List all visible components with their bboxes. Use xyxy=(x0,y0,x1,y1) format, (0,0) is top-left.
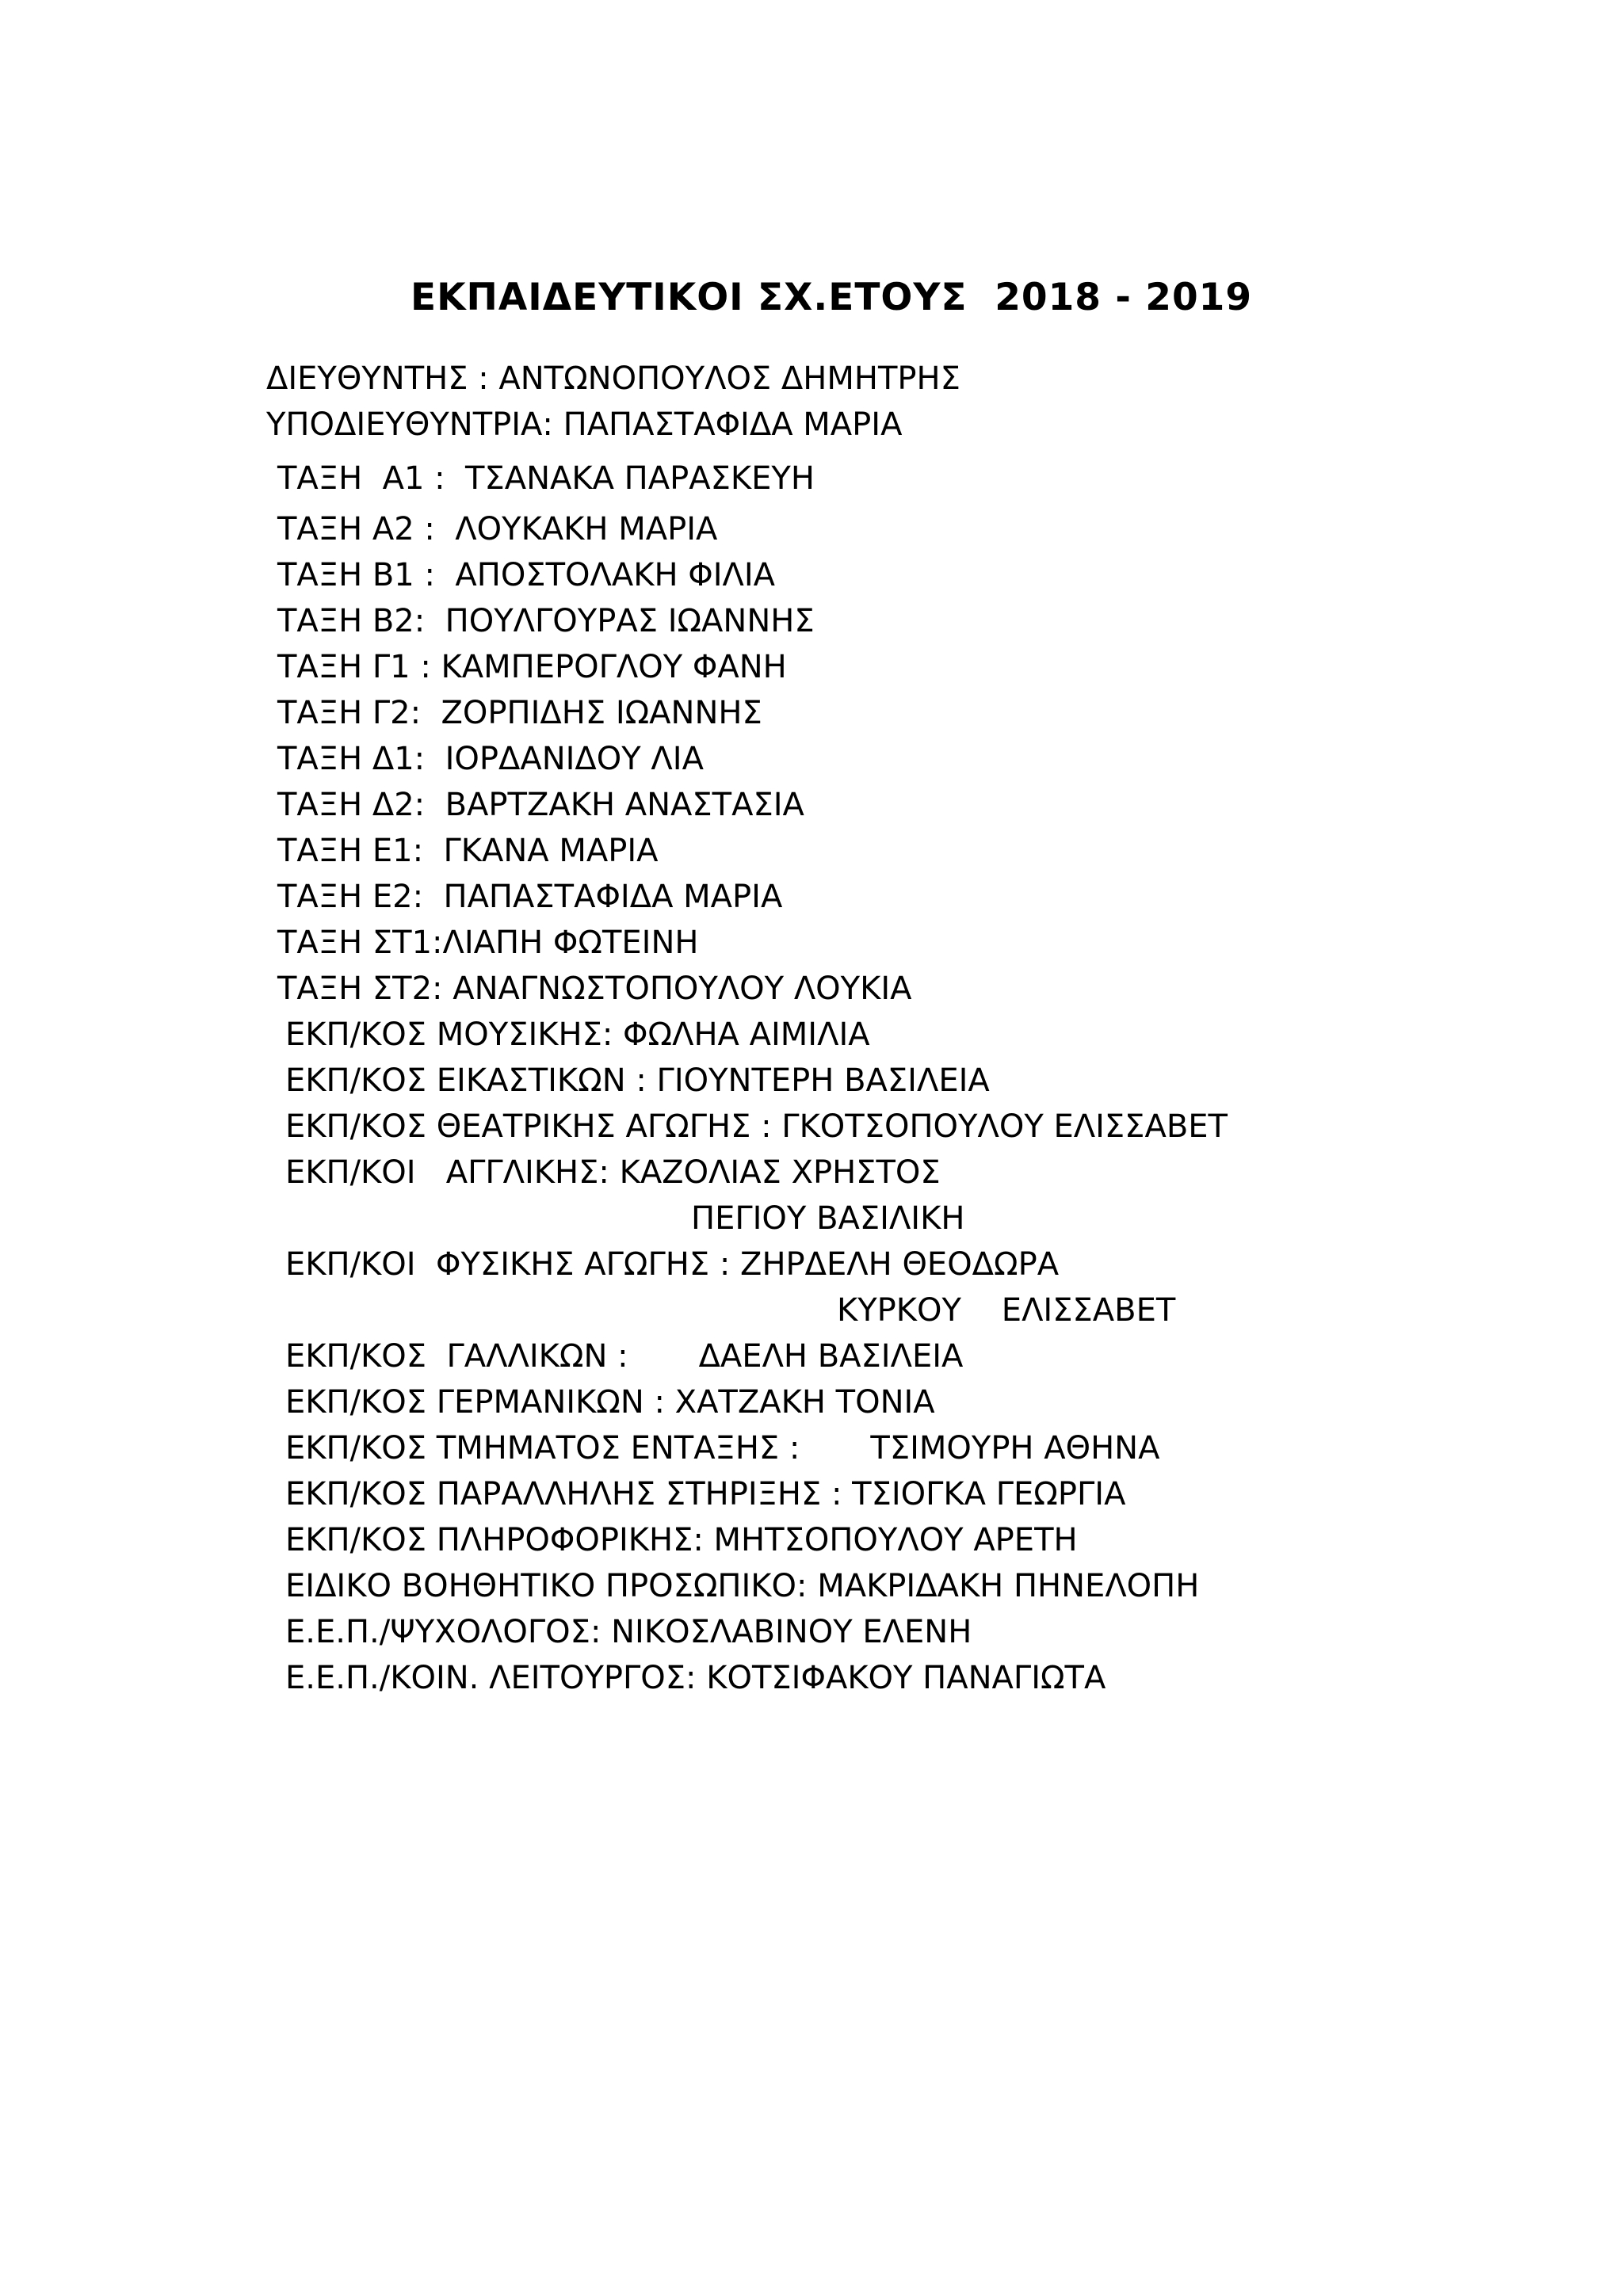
staff-line: ΕΚΠ/ΚΟΣ ΓΑΛΛΙΚΩΝ : ΔΑΕΛΗ ΒΑΣΙΛΕΙΑ xyxy=(285,1338,964,1375)
staff-line: ΤΑΞΗ Ε1: ΓΚΑΝΑ ΜΑΡΙΑ xyxy=(277,833,659,869)
staff-line: ΕΚΠ/ΚΟΣ ΜΟΥΣΙΚΗΣ: ΦΩΛΗΑ ΑΙΜΙΛΙΑ xyxy=(285,1016,870,1053)
staff-line: ΤΑΞΗ Γ2: ΖΟΡΠΙΔΗΣ ΙΩΑΝΝΗΣ xyxy=(277,695,762,731)
staff-line: ΕΚΠ/ΚΟΣ ΘΕΑΤΡΙΚΗΣ ΑΓΩΓΗΣ : ΓΚΟΤΣΟΠΟΥΛΟΥ ΕΛΙΣΣΑΒΕΤ xyxy=(285,1108,1228,1145)
document-title: ΕΚΠΑΙΔΕΥΤΙΚΟΙ ΣΧ.ΕΤΟΥΣ 2018 - 2019 xyxy=(411,276,1253,319)
staff-line: ΤΑΞΗ Α2 : ΛΟΥΚΑΚΗ ΜΑΡΙΑ xyxy=(277,511,718,547)
staff-line: ΤΑΞΗ Δ1: ΙΟΡΔΑΝΙΔΟΥ ΛΙΑ xyxy=(277,741,704,777)
staff-line: ΤΑΞΗ Α1 : ΤΣΑΝΑΚΑ ΠΑΡΑΣΚΕΥΗ xyxy=(277,460,815,497)
staff-line: ΠΕΓΙΟΥ ΒΑΣΙΛΙΚΗ xyxy=(691,1200,965,1237)
staff-line: ΤΑΞΗ ΣΤ2: ΑΝΑΓΝΩΣΤΟΠΟΥΛΟΥ ΛΟΥΚΙΑ xyxy=(277,971,912,1007)
staff-line: ΕΚΠ/ΚΟΙ ΑΓΓΛΙΚΗΣ: ΚΑΖΟΛΙΑΣ ΧΡΗΣΤΟΣ xyxy=(285,1154,941,1191)
staff-line: ΕΚΠ/ΚΟΣ ΠΑΡΑΛΛΗΛΗΣ ΣΤΗΡΙΞΗΣ : ΤΣΙΟΓΚΑ ΓΕΩΡΓΙΑ xyxy=(285,1476,1126,1512)
staff-line: ΕΚΠ/ΚΟΣ ΤΜΗΜΑΤΟΣ ΕΝΤΑΞΗΣ : ΤΣΙΜΟΥΡΗ ΑΘΗΝΑ xyxy=(285,1430,1160,1466)
staff-line: ΥΠΟΔΙΕΥΘΥΝΤΡΙΑ: ΠΑΠΑΣΤΑΦΙΔΑ ΜΑΡΙΑ xyxy=(266,406,903,443)
staff-line: Ε.Ε.Π./ΚΟΙΝ. ΛΕΙΤΟΥΡΓΟΣ: ΚΟΤΣΙΦΑΚΟΥ ΠΑΝΑΓΙΩΤΑ xyxy=(285,1660,1106,1696)
staff-line: ΔΙΕΥΘΥΝΤΗΣ : ΑΝΤΩΝΟΠΟΥΛΟΣ ΔΗΜΗΤΡΗΣ xyxy=(266,360,960,397)
staff-line: ΕΙΔΙΚΟ ΒΟΗΘΗΤΙΚΟ ΠΡΟΣΩΠΙΚΟ: ΜΑΚΡΙΔΑΚΗ ΠΗΝΕΛΟΠΗ xyxy=(285,1568,1200,1604)
staff-line: ΚΥΡΚΟΥ ΕΛΙΣΣΑΒΕΤ xyxy=(837,1292,1176,1329)
staff-line: ΤΑΞΗ Ε2: ΠΑΠΑΣΤΑΦΙΔΑ ΜΑΡΙΑ xyxy=(277,879,783,915)
staff-line: ΕΚΠ/ΚΟΣ ΕΙΚΑΣΤΙΚΩΝ : ΓΙΟΥΝΤΕΡΗ ΒΑΣΙΛΕΙΑ xyxy=(285,1062,990,1099)
staff-line: ΕΚΠ/ΚΟΣ ΠΛΗΡΟΦΟΡΙΚΗΣ: ΜΗΤΣΟΠΟΥΛΟΥ ΑΡΕΤΗ xyxy=(285,1522,1078,1558)
staff-line: ΤΑΞΗ Γ1 : ΚΑΜΠΕΡΟΓΛΟΥ ΦΑΝΗ xyxy=(277,649,787,685)
staff-line: ΤΑΞΗ ΣΤ1:ΛΙΑΠΗ ΦΩΤΕΙΝΗ xyxy=(277,925,699,961)
staff-line: ΤΑΞΗ Β2: ΠΟΥΛΓΟΥΡΑΣ ΙΩΑΝΝΗΣ xyxy=(277,603,815,639)
staff-line: ΕΚΠ/ΚΟΙ ΦΥΣΙΚΗΣ ΑΓΩΓΗΣ : ΖΗΡΔΕΛΗ ΘΕΟΔΩΡΑ xyxy=(285,1246,1060,1283)
staff-line: ΤΑΞΗ Δ2: ΒΑΡΤΖΑΚΗ ΑΝΑΣΤΑΣΙΑ xyxy=(277,787,804,823)
staff-line: ΕΚΠ/ΚΟΣ ΓΕΡΜΑΝΙΚΩΝ : ΧΑΤΖΑΚΗ ΤΟΝΙΑ xyxy=(285,1384,935,1421)
staff-line: ΤΑΞΗ Β1 : ΑΠΟΣΤΟΛΑΚΗ ΦΙΛΙΑ xyxy=(277,557,776,593)
staff-line: Ε.Ε.Π./ΨΥΧΟΛΟΓΟΣ: ΝΙΚΟΣΛΑΒΙΝΟΥ ΕΛΕΝΗ xyxy=(285,1614,972,1650)
